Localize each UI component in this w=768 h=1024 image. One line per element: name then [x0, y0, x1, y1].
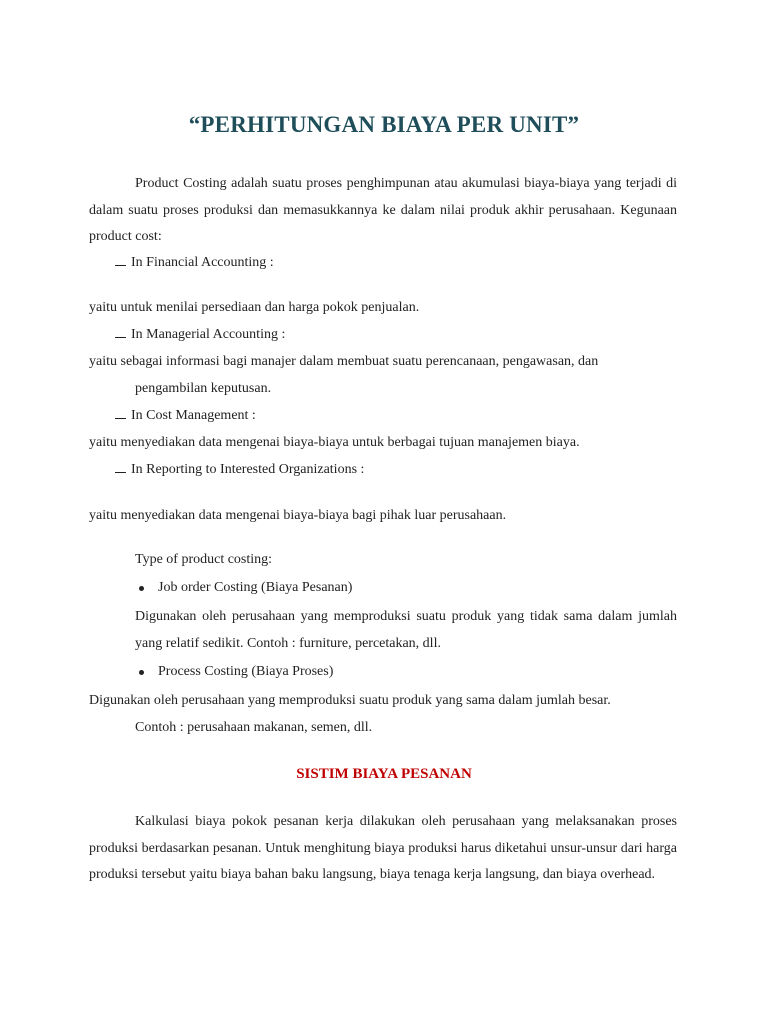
type-process-desc: Digunakan oleh perusahaan yang memproduksi suatu produk yang sama dalam jumlah besar. — [89, 693, 611, 708]
bullet-icon — [115, 463, 126, 473]
section-paragraph: Kalkulasi biaya pokok pesanan kerja dilakukan oleh perusahaan yang melaksanakan proses produksi berdasarkan pesanan. Untuk menghitung biaya produksi harus diketahui unsur-unsur dari harga produksi tersebut yaitu biaya bahan baku langsung, biaya tenaga kerja langsung, dan biaya overhead. — [89, 814, 677, 882]
bullet-dot-icon — [139, 586, 144, 591]
type-process-desc-cont: Contoh : perusahaan makanan, semen, dll. — [135, 720, 373, 735]
page-title: “PERHITUNGAN BIAYA PER UNIT” — [188, 112, 580, 137]
intro-paragraph: Product Costing adalah suatu proses penghimpunan atau akumulasi biaya-biaya yang terjadi di dalam suatu proses produksi dan memasukkannya ke dalam nilai produk akhir perusahaan. Kegunaan product cost: — [89, 176, 677, 244]
use-desc-managerial: yaitu sebagai informasi bagi manajer dalam membuat suatu perencanaan, pengawasan, dan — [89, 354, 599, 369]
use-desc-cost-management: yaitu menyediakan data mengenai biaya-biaya untuk berbagai tujuan manajemen biaya. — [89, 435, 580, 450]
bullet-dot-icon — [139, 670, 144, 675]
use-item-managerial: In Managerial Accounting : — [115, 327, 285, 343]
types-heading: Type of product costing: — [135, 552, 273, 567]
use-item-financial: In Financial Accounting : — [115, 255, 274, 271]
section-heading: SISTIM BIAYA PESANAN — [296, 766, 472, 782]
type-process-label: Process Costing (Biaya Proses) — [158, 664, 334, 679]
use-item-cost-management: In Cost Management : — [115, 408, 256, 424]
bullet-icon — [115, 409, 126, 419]
type-job-order-label: Job order Costing (Biaya Pesanan) — [158, 580, 353, 595]
use-item-reporting: In Reporting to Interested Organizations : — [115, 462, 364, 478]
use-desc-financial: yaitu untuk menilai persediaan dan harga pokok penjualan. — [89, 300, 420, 315]
bullet-icon — [115, 256, 126, 266]
bullet-icon — [115, 328, 126, 338]
use-desc-managerial-cont: pengambilan keputusan. — [135, 381, 272, 396]
type-job-order-desc: Digunakan oleh perusahaan yang memproduksi suatu produk yang tidak sama dalam jumlah yang relatif sedikit. Contoh : furniture, percetakan, dll. — [135, 609, 677, 651]
use-desc-reporting: yaitu menyediakan data mengenai biaya-biaya bagi pihak luar perusahaan. — [89, 508, 507, 523]
